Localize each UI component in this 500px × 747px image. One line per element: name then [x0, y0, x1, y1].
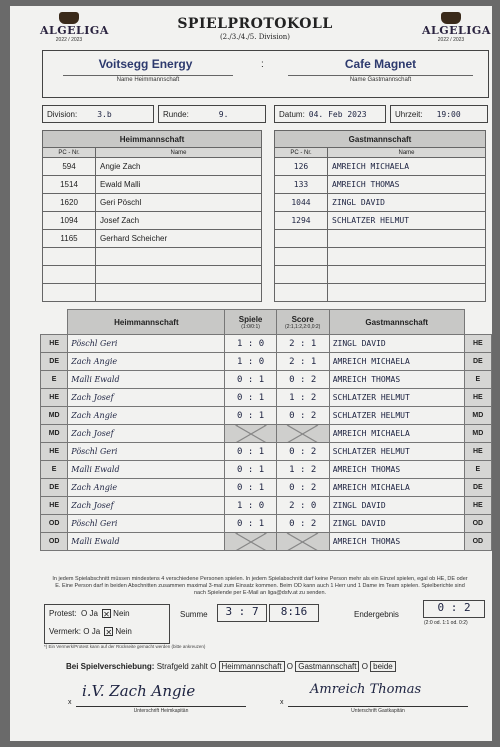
vermerk-row: Vermerk: O Ja ✕ Nein [49, 627, 132, 638]
games-col-guest: Gastmannschaft [329, 310, 464, 335]
game-row [41, 497, 492, 515]
home-roster-row [43, 230, 262, 248]
game-home-player: Pöschl Geri [68, 335, 225, 353]
guest-roster-row [275, 194, 486, 212]
game-spiele [225, 425, 276, 443]
guest-roster-row [275, 284, 486, 302]
game-home-player: Pöschl Geri [68, 515, 225, 533]
guest-roster-pc [275, 284, 328, 302]
guest-roster-row [275, 176, 486, 194]
guest-roster-title: Gastmannschaft [275, 131, 486, 148]
teams-separator: : [261, 59, 264, 70]
game-guest-player: AMREICH MICHAELA [329, 353, 464, 371]
home-roster-row [43, 212, 262, 230]
game-score: 1 : 2 [276, 461, 329, 479]
home-roster-pc: 1620 [43, 194, 96, 212]
time-field: Uhrzeit: 19:00 [390, 105, 488, 123]
guest-roster-pc: 1294 [275, 212, 328, 230]
games-col-home: Heimmannschaft [68, 310, 225, 335]
round-field: Runde: 9. [158, 105, 266, 123]
guest-roster-name: AMREICH THOMAS [328, 176, 486, 194]
games-col-score: Score (2:1,1:2,2:0,0:2) [276, 310, 329, 335]
guest-roster-name [328, 248, 486, 266]
page-subtitle: (2./3./4./5. Division) [219, 33, 291, 41]
game-score: 1 : 2 [276, 389, 329, 407]
home-sign-x: x [68, 699, 72, 706]
home-roster-pc: 1165 [43, 230, 96, 248]
game-type-left: OD [41, 515, 68, 533]
vermerk-note: *) Ein Vermerk/Protest kann auf der Rückseite gemacht werden (bitte ankreuzen) [44, 644, 206, 649]
home-roster-name: Geri Pöschl [96, 194, 262, 212]
game-score: 0 : 2 [276, 479, 329, 497]
guest-team-name: Cafe Magnet [344, 57, 417, 71]
guest-sign-x: x [280, 699, 284, 706]
game-home-player: Zach Angie [68, 479, 225, 497]
game-guest-player: AMREICH THOMAS [329, 533, 464, 551]
game-type-left: HE [41, 443, 68, 461]
page-title: SPIELPROTOKOLL [177, 16, 333, 32]
home-roster-name [96, 284, 262, 302]
guest-roster-pc: 126 [275, 158, 328, 176]
game-type-left: HE [41, 497, 68, 515]
home-captain-signature: i.V. Zach Angie [82, 682, 196, 700]
guest-roster-pc [275, 230, 328, 248]
game-home-player: Malli Ewald [68, 461, 225, 479]
game-row [41, 461, 492, 479]
game-guest-player: SCHLATZER HELMUT [329, 443, 464, 461]
game-home-player: Zach Angie [68, 353, 225, 371]
home-roster-pc [43, 284, 96, 302]
trophy-icon [441, 12, 461, 24]
home-roster-name: Josef Zach [96, 212, 262, 230]
games-col-spiele: Spiele (1:0/0:1) [225, 310, 276, 335]
game-guest-player: AMREICH THOMAS [329, 461, 464, 479]
game-row [41, 515, 492, 533]
game-type-right: HE [464, 335, 491, 353]
home-roster-row [43, 176, 262, 194]
guest-roster-row [275, 230, 486, 248]
guest-roster-row [275, 266, 486, 284]
guest-roster-table: Gastmannschaft PC - Nr. Name 126 AMREICH MICHAELA 133 AMREICH THOMAS 1044 ZINGL DAVID 1294 SCHLATZER HELMUT [274, 130, 486, 302]
guest-roster-name: AMREICH MICHAELA [328, 158, 486, 176]
home-roster-name: Ewald Malli [96, 176, 262, 194]
game-home-player: Malli Ewald [68, 371, 225, 389]
game-guest-player: SCHLATZER HELMUT [329, 407, 464, 425]
home-roster-row [43, 284, 262, 302]
game-score: 0 : 2 [276, 407, 329, 425]
score-sheet [10, 6, 492, 741]
game-row [41, 353, 492, 371]
guest-roster-row [275, 158, 486, 176]
game-type-left: DE [41, 353, 68, 371]
game-home-player: Zach Josef [68, 425, 225, 443]
game-type-left: OD [41, 533, 68, 551]
games-table [40, 309, 492, 551]
guest-roster-pc [275, 248, 328, 266]
game-home-player: Malli Ewald [68, 533, 225, 551]
home-roster-row [43, 158, 262, 176]
game-score: 2 : 1 [276, 335, 329, 353]
home-roster-pc [43, 248, 96, 266]
game-type-right: HE [464, 497, 491, 515]
game-type-left: HE [41, 335, 68, 353]
game-spiele: 1 : 0 [225, 353, 276, 371]
endergebnis-value: 0 : 2 [423, 600, 485, 618]
game-type-right: E [464, 461, 491, 479]
logo-left: ALGELIGA 2022 / 2023 [40, 12, 98, 43]
game-type-right: HE [464, 443, 491, 461]
home-roster-pc: 594 [43, 158, 96, 176]
guest-roster-pc [275, 266, 328, 284]
game-score: 2 : 1 [276, 353, 329, 371]
game-spiele: 0 : 1 [225, 515, 276, 533]
protest-row: Protest: O Ja ✕ Nein [49, 609, 130, 620]
game-row [41, 389, 492, 407]
endergebnis-label: Endergebnis [354, 610, 399, 619]
division-field: Division: 3.b [42, 105, 154, 123]
game-spiele: 0 : 1 [225, 371, 276, 389]
game-home-player: Zach Angie [68, 407, 225, 425]
checked-icon: ✕ [103, 610, 110, 620]
guest-roster-pc: 1044 [275, 194, 328, 212]
game-guest-player: AMREICH THOMAS [329, 371, 464, 389]
game-score: 0 : 2 [276, 515, 329, 533]
trophy-icon [59, 12, 79, 24]
game-type-right: OD [464, 533, 491, 551]
game-row [41, 479, 492, 497]
home-roster-row [43, 248, 262, 266]
game-guest-player: ZINGL DAVID [329, 515, 464, 533]
game-guest-player: AMREICH MICHAELA [329, 479, 464, 497]
endergebnis-note: (2:0 od. 1:1 od. 0:2) [424, 620, 468, 626]
game-type-right: MD [464, 407, 491, 425]
game-row [41, 335, 492, 353]
game-row [41, 371, 492, 389]
game-score [276, 533, 329, 551]
guest-roster-row [275, 212, 486, 230]
home-team-label: Name Heimmannschaft [63, 75, 233, 83]
game-type-left: HE [41, 389, 68, 407]
game-guest-player: ZINGL DAVID [329, 335, 464, 353]
game-spiele: 0 : 1 [225, 389, 276, 407]
guest-roster-pc: 133 [275, 176, 328, 194]
game-row [41, 443, 492, 461]
game-type-right: E [464, 371, 491, 389]
guest-roster-name: SCHLATZER HELMUT [328, 212, 486, 230]
home-roster-name [96, 248, 262, 266]
summe-spiele: 3 : 7 [217, 604, 267, 622]
game-home-player: Pöschl Geri [68, 443, 225, 461]
game-spiele: 1 : 0 [225, 335, 276, 353]
home-team-name: Voitsegg Energy [98, 57, 193, 71]
guest-captain-signature: Amreich Thomas [310, 682, 422, 697]
game-type-left: MD [41, 425, 68, 443]
game-guest-player: SCHLATZER HELMUT [329, 389, 464, 407]
date-field: Datum: 04. Feb 2023 [274, 105, 386, 123]
home-roster-row [43, 266, 262, 284]
game-score [276, 425, 329, 443]
game-guest-player: ZINGL DAVID [329, 497, 464, 515]
guest-team-label: Name Gastmannschaft [288, 75, 473, 83]
game-type-left: DE [41, 479, 68, 497]
guest-captain-label: Unterschrift Gastkapitän [288, 706, 468, 714]
game-type-left: E [41, 461, 68, 479]
game-type-right: MD [464, 425, 491, 443]
home-roster-row [43, 194, 262, 212]
game-type-right: OD [464, 515, 491, 533]
game-guest-player: AMREICH MICHAELA [329, 425, 464, 443]
home-roster-name [96, 266, 262, 284]
checked-icon: ✕ [105, 628, 113, 638]
home-roster-pc [43, 266, 96, 284]
game-row [41, 533, 492, 551]
guest-roster-name [328, 266, 486, 284]
game-spiele: 0 : 1 [225, 443, 276, 461]
guest-roster-name: ZINGL DAVID [328, 194, 486, 212]
home-roster-title: Heimmannschaft [43, 131, 262, 148]
game-type-right: HE [464, 389, 491, 407]
verschiebung-row: Bei Spielverschiebung: Strafgeld zahlt O Heimmannschaft O Gastmannschaft O beide [66, 662, 396, 671]
game-spiele: 0 : 1 [225, 479, 276, 497]
home-roster-table: Heimmannschaft PC - Nr. Name 594 Angie Zach 1514 Ewald Malli 1620 Geri Pöschl 1094 Josef Zach 1165 Gerhard Scheicher [42, 130, 262, 302]
game-home-player: Zach Josef [68, 389, 225, 407]
game-type-left: E [41, 371, 68, 389]
teams-box [42, 50, 489, 98]
logo-right: ALGELIGA 2022 / 2023 [422, 12, 480, 43]
game-type-right: DE [464, 479, 491, 497]
guest-roster-name [328, 284, 486, 302]
guest-roster-name [328, 230, 486, 248]
home-roster-pc: 1514 [43, 176, 96, 194]
game-spiele: 1 : 0 [225, 497, 276, 515]
rules-note: In jedem Spielabschnitt müssen mindestens 4 verschiedene Personen spielen. In jedem Spielabschnitt darf keine Person mehr als ein Einzel spielen, egal ob HE, DE oder E. Eine Person darf in beiden Abschnitten zusammen maximal 3-mal zum Einsatz kommen. Beim OD kann auch 1 Herr und 1 Dame im Team spielen. Spielberichte sind nach Spielende per E-Mail an liga@dsfv.at zu senden. [52, 576, 468, 596]
game-row [41, 425, 492, 443]
game-spiele [225, 533, 276, 551]
game-home-player: Zach Josef [68, 497, 225, 515]
game-spiele: 0 : 1 [225, 407, 276, 425]
game-score: 2 : 0 [276, 497, 329, 515]
home-roster-name: Angie Zach [96, 158, 262, 176]
home-roster-pc: 1094 [43, 212, 96, 230]
guest-roster-row [275, 248, 486, 266]
home-captain-label: Unterschrift Heimkapitän [76, 706, 246, 714]
game-type-left: MD [41, 407, 68, 425]
game-row [41, 407, 492, 425]
game-spiele: 0 : 1 [225, 461, 276, 479]
summe-score: 8:16 [269, 604, 319, 622]
game-score: 0 : 2 [276, 371, 329, 389]
summe-label: Summe [180, 610, 208, 619]
game-type-right: DE [464, 353, 491, 371]
game-score: 0 : 2 [276, 443, 329, 461]
protest-box [44, 604, 170, 644]
home-roster-name: Gerhard Scheicher [96, 230, 262, 248]
